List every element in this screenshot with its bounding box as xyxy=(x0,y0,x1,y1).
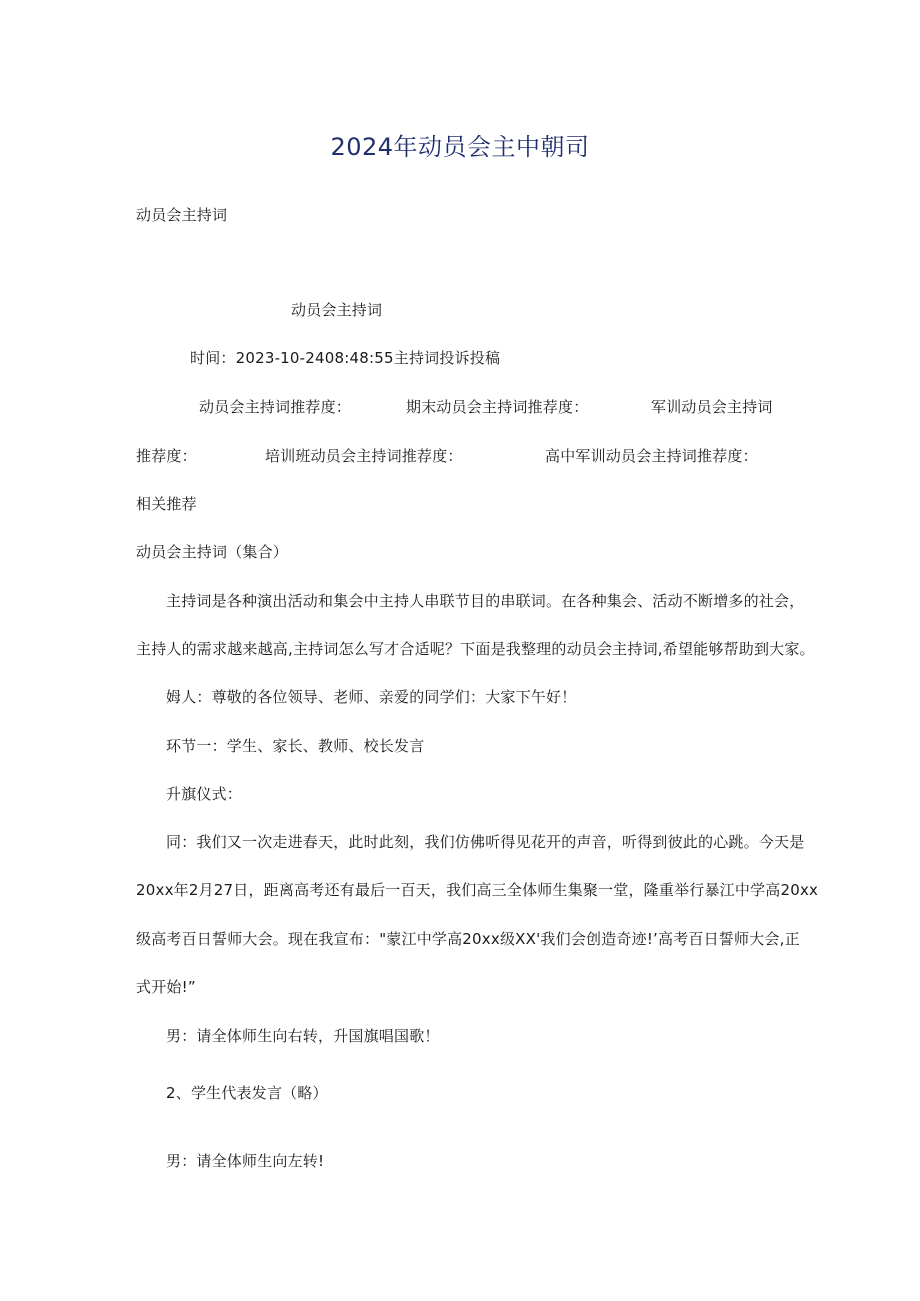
flag-heading: 升旗仪式： xyxy=(166,785,243,803)
recommend-item-5: 高中军训动员会主持词推荐度： xyxy=(545,447,758,465)
subtitle: 动员会主持词 xyxy=(136,206,228,224)
intro-line-2: 主持人的需求越来越高,主持词怎么写才合适呢？下面是我整理的动员会主持词,希望能够帮助到大家。 xyxy=(136,640,815,658)
recommend-item-3: 军训动员会主持词 xyxy=(651,398,773,416)
para-line-2: 20xx年2月27日，距离高考还有最后一百天，我们高三全体师生集聚一堂，隆重举行暴江中学高20xx xyxy=(136,881,819,899)
recommend-item-3-cont: 推荐度： xyxy=(136,447,197,465)
male-line-1: 男：请全体师生向右转，升国旗唱国歌！ xyxy=(166,1027,440,1045)
male-line-2: 男：请全体师生向左转! xyxy=(166,1152,325,1170)
para-line-3: 级高考百日誓师大会。现在我宣布："蒙江中学高20xx级XX'我们会创造奇迹!’高考百日誓师大会,正 xyxy=(136,930,800,948)
section-2: 2、学生代表发言（略） xyxy=(166,1084,328,1102)
inner-title: 动员会主持词 xyxy=(291,301,383,319)
para-line-1: 同：我们又一次走进春天，此时此刻，我们仿佛听得见花开的声音，听得到彼此的心跳。今天是 xyxy=(166,833,805,851)
recommend-item-4: 培训班动员会主持词推荐度： xyxy=(265,447,463,465)
collection-heading: 动员会主持词（集合） xyxy=(136,543,289,561)
recommend-item-1: 动员会主持词推荐度： xyxy=(199,398,352,416)
related-heading: 相关推荐 xyxy=(136,495,197,513)
recommend-item-2: 期末动员会主持词推荐度： xyxy=(406,398,589,416)
meta-line: 时间：2023-10-2408:48:55主持词投诉投稿 xyxy=(190,349,501,367)
greeting: 姆人：尊敬的各位领导、老师、亲爱的同学们：大家下午好！ xyxy=(166,688,577,706)
intro-line-1: 主持词是各种演出活动和集会中主持人串联节目的串联词。在各种集会、活动不断增多的社会， xyxy=(166,592,805,610)
section-1: 环节一：学生、家长、教师、校长发言 xyxy=(166,737,425,755)
document-title: 2024年动员会主中朝司 xyxy=(330,133,590,161)
para-line-4: 式开始!” xyxy=(136,978,196,996)
